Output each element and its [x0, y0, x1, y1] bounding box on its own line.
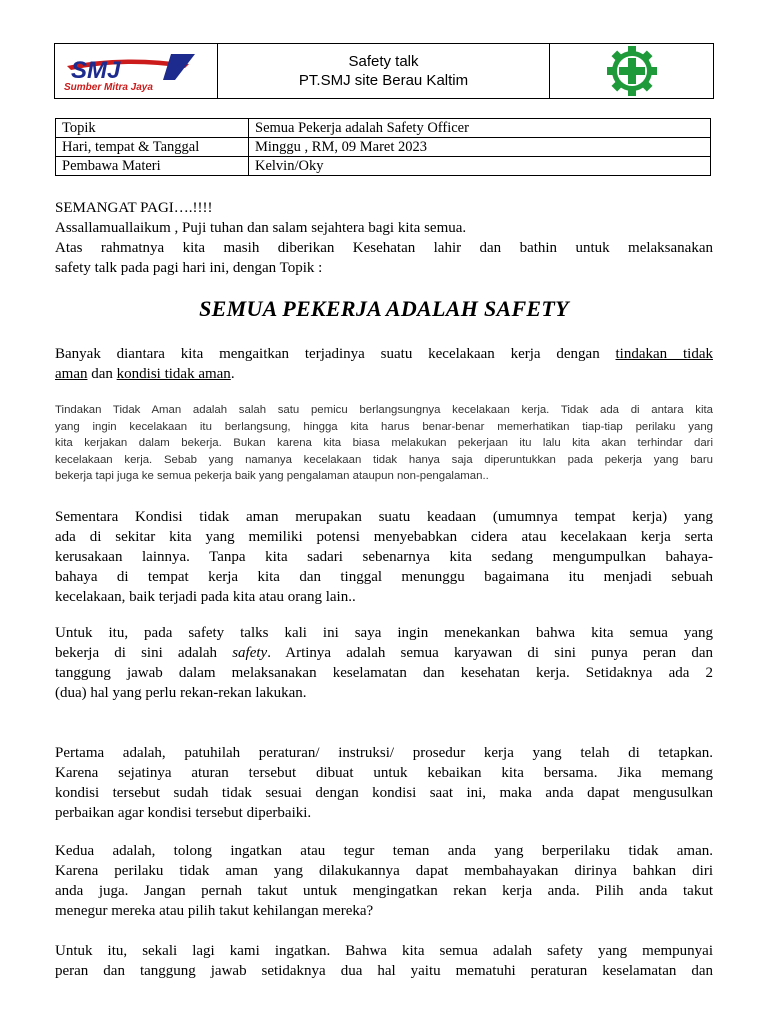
safety-gear-cross-icon	[606, 45, 658, 97]
intro-text: dan	[87, 366, 117, 382]
intro-text: Banyak diantara kita mengaitkan terjadinya suatu kecelakaan kerja dengan	[55, 346, 616, 362]
table-value: Kelvin/Oky	[249, 157, 711, 176]
intro-line	[55, 364, 713, 384]
table-row	[56, 138, 711, 157]
unsafe-act-paragraph	[55, 402, 713, 485]
paragraph-line: Karena perilaku tidak aman yang dilakukannya dapat membahayakan dirinya bahkan diri	[55, 863, 713, 879]
table-row	[56, 119, 711, 138]
topic-heading: SEMUA PEKERJA ADALAH SAFETY	[199, 296, 569, 321]
safety-icon-cell	[550, 44, 713, 98]
paragraph-line: Kedua adalah, tolong ingatkan atau tegur teman anda yang berperilaku tidak aman.	[55, 843, 713, 859]
greeting-line: safety talk pada pagi hari ini, dengan Topik :	[55, 260, 323, 276]
greeting-line: Assallamuallaikum , Puji tuhan dan salam sejahtera bagi kita semua.	[55, 220, 467, 236]
logo-text: SMJ	[71, 57, 121, 84]
paragraph-line: kerusakaan lainnya. Tanpa kita sadari sebenarnya kita sedang mengumpulkan bahaya-	[55, 549, 713, 565]
paragraph-line: perbaikan agar kondisi tersebut diperbaiki.	[55, 805, 312, 821]
paragraph-line: anda juga. Jangan pernah takut untuk mengingatkan rekan kerja anda. Pilih anda takut	[55, 883, 713, 899]
intro-text: .	[230, 366, 235, 382]
paragraph-line: kita kerjakan dalam bekerja. Bukan karena kita biasa melakukan pekerjaan itu lalu kita akan terhindar dari	[55, 437, 713, 449]
intro-underline: tindakan tidak	[615, 346, 713, 362]
greeting-line: SEMANGAT PAGI….!!!!	[55, 200, 213, 216]
table-value: Semua Pekerja adalah Safety Officer	[249, 119, 711, 138]
paragraph-text: bekerja di sini adalah	[55, 645, 233, 661]
logo-caption: Sumber Mitra Jaya	[64, 82, 153, 93]
smj-logo-icon	[63, 50, 213, 84]
table-label: Pembawa Materi	[56, 157, 249, 176]
paragraph-line: kondisi tersebut sudah tidak sesuai dengan kondisi saat ini, maka anda dapat mengusulkan	[55, 785, 713, 801]
paragraph-line: ada di sekitar kita yang memiliki potensi menyebabkan cidera atau kecelakaan kerja serta	[55, 529, 713, 545]
paragraph-line: Untuk itu, sekali lagi kami ingatkan. Bahwa kita semua adalah safety yang mempunyai	[55, 943, 713, 959]
paragraph-line: menegur mereka atau pilih takut kehilangan mereka?	[55, 903, 374, 919]
paragraph-line: bekerja tapi juga ke semua pekerja baik yang pengalaman ataupun non-pengalaman..	[55, 470, 489, 482]
emphasis-paragraph	[55, 623, 713, 703]
closing-paragraph	[55, 941, 713, 981]
paragraph-line: yang ingin kecelakaan itu berlangsung, hingga kita harus benar-benar memerhatikan tiap-tiap perilaku yang	[55, 420, 713, 433]
paragraph-line: tanggung jawab dalam melaksanakan keselamatan dan kesehatan kerja. Setidaknya ada 2	[55, 665, 713, 681]
intro-underline: kondisi tidak aman	[116, 366, 231, 382]
table-value: Minggu , RM, 09 Maret 2023	[249, 138, 711, 157]
paragraph-line: Sementara Kondisi tidak aman merupakan suatu keadaan (umumnya tempat kerja) yang	[55, 509, 713, 525]
paragraph-line: (dua) hal yang perlu rekan-rekan lakukan.	[55, 685, 307, 701]
company-logo-cell	[55, 44, 218, 98]
table-row	[56, 157, 711, 176]
intro-line	[55, 344, 713, 364]
table-label: Hari, tempat & Tanggal	[56, 138, 249, 157]
paragraph-line: Karena sejatinya aturan tersebut dibuat untuk kebaikan kita bersama. Jika memang	[55, 765, 713, 781]
paragraph-line: Untuk itu, pada safety talks kali ini saya ingin menekankan bahwa kita semua yang	[55, 625, 713, 641]
paragraph-line: kecelakaan kerja. Sebab yang namanya kecelakaan tidak hanya saja diperuntukkan pada pekerja yang baru	[55, 453, 713, 466]
paragraph-line: Tindakan Tidak Aman adalah salah satu pemicu berlangsungnya kecelakaan kerja. Tidak ada di antara kita	[55, 404, 713, 416]
first-point-paragraph	[55, 743, 713, 823]
intro-underline: aman	[55, 366, 88, 382]
info-table	[55, 118, 711, 176]
second-point-paragraph	[55, 841, 713, 921]
paragraph-line	[55, 643, 713, 663]
table-label: Topik	[56, 119, 249, 138]
paragraph-line: kecelakaan, baik terjadi pada kita atau orang lain..	[55, 589, 356, 605]
document-header	[54, 43, 714, 99]
paragraph-text: . Artinya adalah semua karyawan di sini punya peran dan	[267, 645, 713, 661]
paragraph-line: Pertama adalah, patuhilah peraturan/ instruksi/ prosedur kerja yang telah di tetapkan.	[55, 745, 713, 761]
paragraph-line: peran dan tanggung jawab setidaknya dua hal yaitu mematuhi peraturan keselamatan dan	[55, 963, 713, 979]
unsafe-condition-paragraph	[55, 507, 713, 607]
header-title-line2: PT.SMJ site Berau Kaltim	[298, 72, 469, 89]
paragraph-italic: safety	[232, 645, 268, 661]
greeting	[55, 198, 713, 278]
paragraph-line: bahaya di tempat kerja kita dan tinggal menunggu bagaimana itu menjadi sebuah	[55, 569, 713, 585]
header-title-line1: Safety talk	[348, 53, 419, 70]
header-title	[218, 44, 550, 98]
greeting-line: Atas rahmatnya kita masih diberikan Kesehatan lahir dan bathin untuk melaksanakan	[55, 240, 713, 256]
intro-paragraph	[55, 344, 713, 384]
